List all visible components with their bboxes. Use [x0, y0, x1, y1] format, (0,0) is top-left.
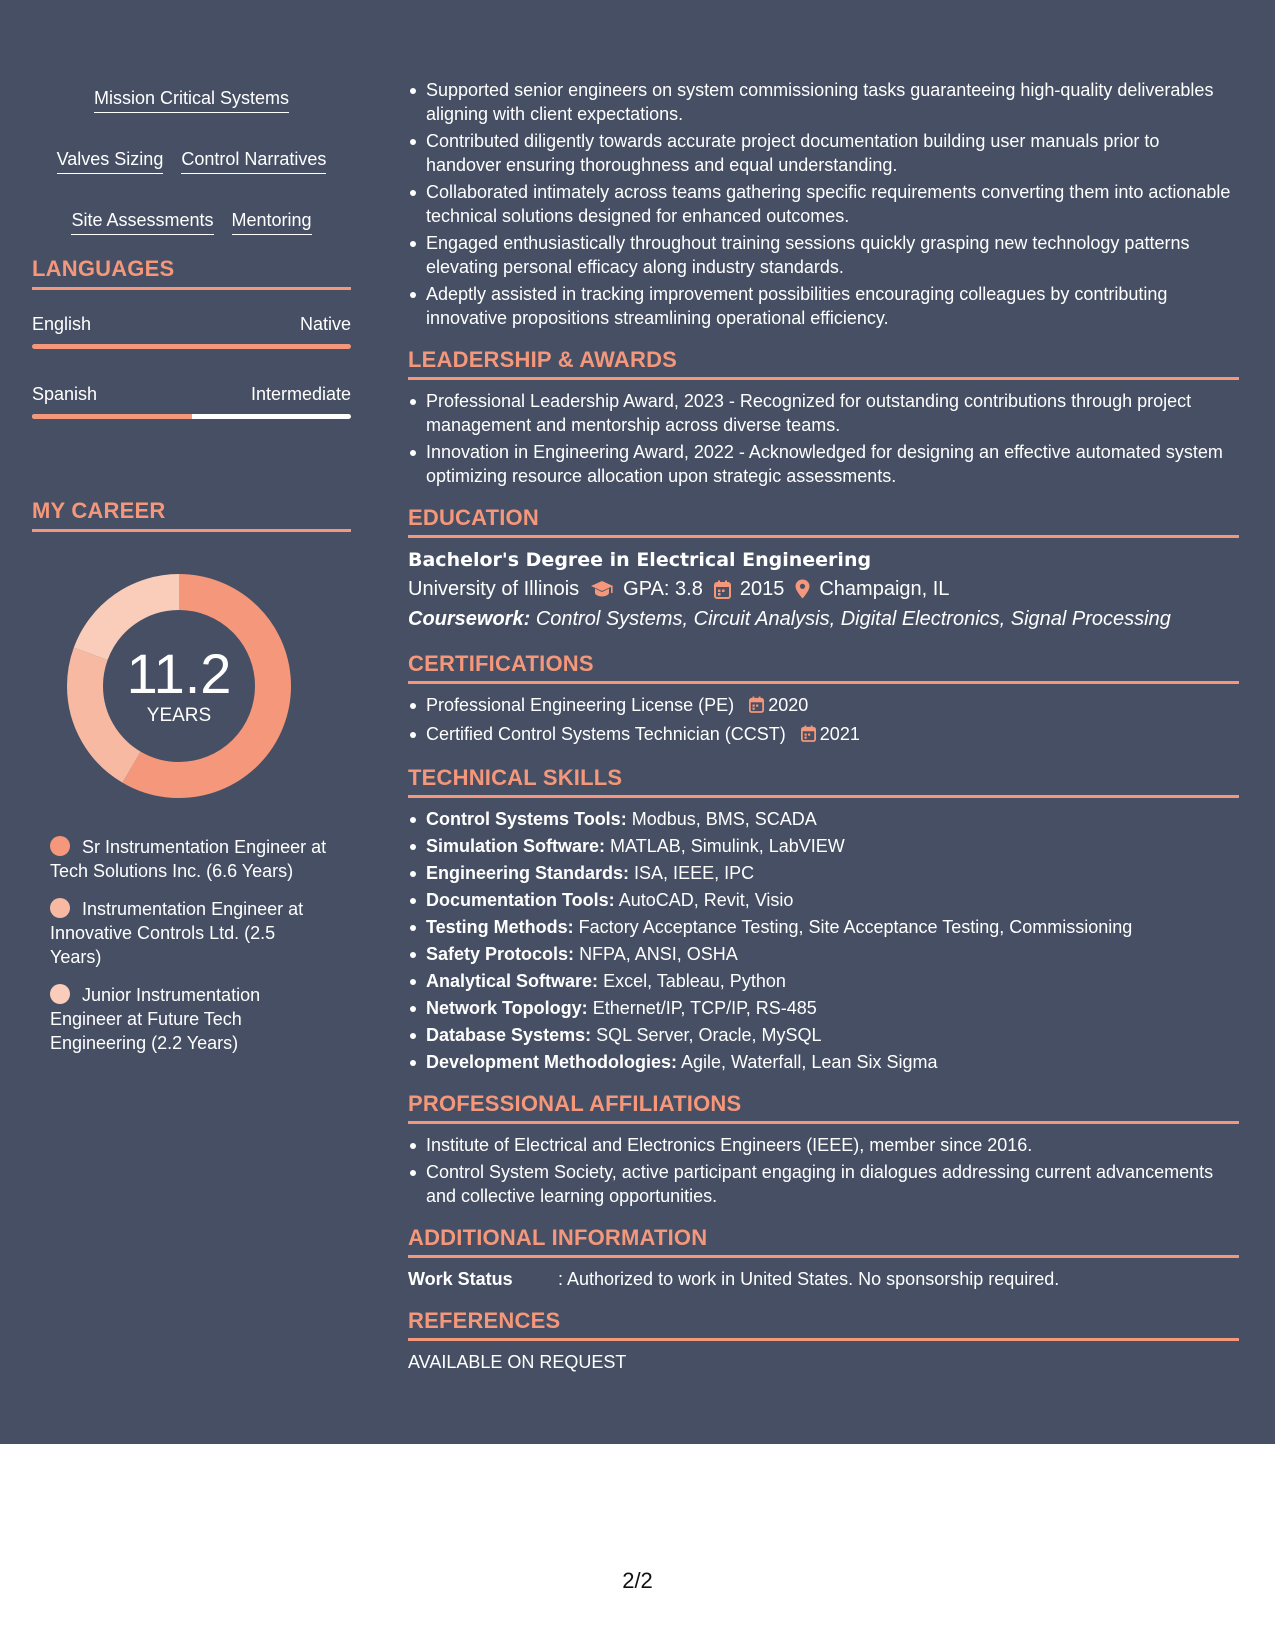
skill-tag: Mission Critical Systems	[94, 86, 289, 113]
skill-values: AutoCAD, Revit, Visio	[618, 890, 794, 910]
career-legend-item	[50, 835, 330, 883]
calendar-icon	[801, 724, 816, 748]
affiliations-heading: PROFESSIONAL AFFILIATIONS	[408, 1092, 1239, 1124]
career-years-label: YEARS	[146, 705, 212, 726]
list-item	[426, 807, 1239, 831]
list-item: Professional Leadership Award, 2023 - Recognized for outstanding contributions through project management and mentorship across diverse teams.	[426, 389, 1239, 437]
skill-category: Analytical Software:	[426, 971, 599, 991]
skill-category: Database Systems:	[426, 1025, 592, 1045]
skill-values: NFPA, ANSI, OSHA	[579, 944, 738, 964]
list-item	[426, 942, 1239, 966]
language-bar-fill	[32, 344, 351, 349]
career-legend-text: Instrumentation Engineer at Innovative Controls Ltd. (2.5 Years)	[50, 899, 304, 967]
skill-category: Development Methodologies:	[426, 1052, 678, 1072]
certification-name: Professional Engineering License (PE)	[426, 695, 735, 715]
certification-year: 2020	[768, 695, 809, 715]
career-legend-text: Sr Instrumentation Engineer at Tech Solutions Inc. (6.6 Years)	[50, 837, 327, 881]
list-item	[426, 693, 1239, 719]
skill-values: MATLAB, Simulink, LabVIEW	[610, 836, 845, 856]
technical-skills-list	[408, 807, 1239, 1074]
list-item	[426, 722, 1239, 748]
education-heading: EDUCATION	[408, 506, 1239, 538]
language-name: Spanish	[32, 384, 98, 404]
career-legend-item	[50, 897, 330, 969]
skill-category: Network Topology:	[426, 998, 588, 1018]
work-status-row	[408, 1267, 1239, 1291]
education-location: Champaign, IL	[819, 578, 950, 600]
skill-values: Factory Acceptance Testing, Site Acceptance Testing, Commissioning	[578, 917, 1133, 937]
list-item: Control System Society, active participant engaging in dialogues addressing current advancements and collective learning opportunities.	[426, 1160, 1239, 1208]
additional-info-heading: ADDITIONAL INFORMATION	[408, 1226, 1239, 1258]
skill-tag: Valves Sizing	[57, 147, 164, 174]
main-content	[408, 78, 1239, 1374]
calendar-icon	[714, 580, 731, 599]
list-item	[426, 1050, 1239, 1074]
career-legend-text: Junior Instrumentation Engineer at Future Tech Engineering (2.2 Years)	[50, 985, 261, 1053]
skill-category: Engineering Standards:	[426, 863, 630, 883]
skill-tag: Site Assessments	[71, 208, 213, 235]
skill-category: Control Systems Tools:	[426, 809, 627, 829]
certifications-list	[408, 693, 1239, 748]
list-item: Engaged enthusiastically throughout training sessions quickly grasping new technology patterns elevating personal efficacy along industry standards.	[426, 231, 1239, 279]
sidebar	[32, 0, 351, 1444]
language-row	[32, 384, 351, 405]
language-level: Intermediate	[250, 384, 351, 404]
donut-center	[67, 574, 291, 798]
education-year: 2015	[739, 578, 785, 600]
legend-dot-icon	[50, 898, 70, 918]
career-legend-item	[50, 983, 330, 1055]
list-item: Innovation in Engineering Award, 2022 - Acknowledged for designing an effective automated system optimizing resource allocation upon strategic assessments.	[426, 440, 1239, 488]
skill-values: Agile, Waterfall, Lean Six Sigma	[681, 1052, 938, 1072]
list-item: Adeptly assisted in tracking improvement possibilities encouraging colleagues by contributing innovative propositions streamlining operational efficiency.	[426, 282, 1239, 330]
legend-dot-icon	[50, 984, 70, 1004]
list-item	[426, 996, 1239, 1020]
list-item: Institute of Electrical and Electronics Engineers (IEEE), member since 2016.	[426, 1133, 1239, 1157]
skill-category: Simulation Software:	[426, 836, 606, 856]
legend-dot-icon	[50, 836, 70, 856]
skill-category: Safety Protocols:	[426, 944, 575, 964]
language-bar-fill	[32, 414, 192, 419]
skill-category: Documentation Tools:	[426, 890, 615, 910]
languages-heading: LANGUAGES	[32, 256, 351, 290]
skill-values: Ethernet/IP, TCP/IP, RS-485	[592, 998, 817, 1018]
list-item	[426, 969, 1239, 993]
certification-year: 2021	[819, 724, 860, 744]
language-bar	[32, 414, 351, 419]
list-item	[426, 1023, 1239, 1047]
certifications-heading: CERTIFICATIONS	[408, 652, 1239, 684]
education-details	[408, 574, 1239, 604]
career-donut-chart	[67, 574, 291, 798]
list-item	[426, 888, 1239, 912]
skill-tag: Control Narratives	[181, 147, 326, 174]
skill-values: ISA, IEEE, IPC	[634, 863, 755, 883]
skill-values: Excel, Tableau, Python	[603, 971, 786, 991]
leadership-heading: LEADERSHIP & AWARDS	[408, 348, 1239, 380]
education-gpa: GPA: 3.8	[623, 578, 703, 600]
technical-skills-heading: TECHNICAL SKILLS	[408, 766, 1239, 798]
certification-name: Certified Control Systems Technician (CCST)	[426, 724, 786, 744]
language-bar	[32, 344, 351, 349]
references-text: AVAILABLE ON REQUEST	[408, 1352, 627, 1372]
list-item	[426, 834, 1239, 858]
language-row	[32, 314, 351, 335]
list-item	[426, 915, 1239, 939]
skill-tags	[32, 86, 351, 235]
work-status-label: Work Status	[408, 1269, 513, 1289]
language-name: English	[32, 314, 92, 334]
list-item: Contributed diligently towards accurate project documentation building user manuals prior to handover ensuring thoroughness and equal understanding.	[426, 129, 1239, 177]
coursework-label: Coursework:	[408, 608, 531, 630]
skill-values: SQL Server, Oracle, MySQL	[596, 1025, 822, 1045]
page-number: 2/2	[622, 1568, 653, 1593]
language-level: Native	[299, 314, 351, 334]
calendar-icon	[749, 695, 764, 719]
references-heading: REFERENCES	[408, 1309, 1239, 1341]
education-school: University of Illinois	[408, 578, 580, 600]
graduation-cap-icon	[590, 580, 614, 598]
work-status-value: : Authorized to work in United States. No sponsorship required.	[558, 1269, 1060, 1289]
career-legend	[50, 835, 330, 1069]
location-pin-icon	[795, 579, 810, 599]
experience-bullets	[408, 78, 1239, 330]
skill-category: Testing Methods:	[426, 917, 574, 937]
skill-tag: Mentoring	[232, 208, 312, 235]
coursework-text: Control Systems, Circuit Analysis, Digital Electronics, Signal Processing	[535, 608, 1171, 630]
affiliations-list	[408, 1133, 1239, 1208]
leadership-list	[408, 389, 1239, 488]
career-heading: MY CAREER	[32, 498, 351, 532]
skill-values: Modbus, BMS, SCADA	[631, 809, 817, 829]
career-total-years: 11.2	[126, 642, 232, 705]
list-item: Supported senior engineers on system commissioning tasks guaranteeing high-quality deliverables aligning with client expectations.	[426, 78, 1239, 126]
list-item	[426, 861, 1239, 885]
education-degree: Bachelor's Degree in Electrical Engineering	[408, 549, 872, 571]
list-item: Collaborated intimately across teams gathering specific requirements converting them into actionable technical solutions designed for enhanced outcomes.	[426, 180, 1239, 228]
education-coursework	[408, 604, 1239, 634]
